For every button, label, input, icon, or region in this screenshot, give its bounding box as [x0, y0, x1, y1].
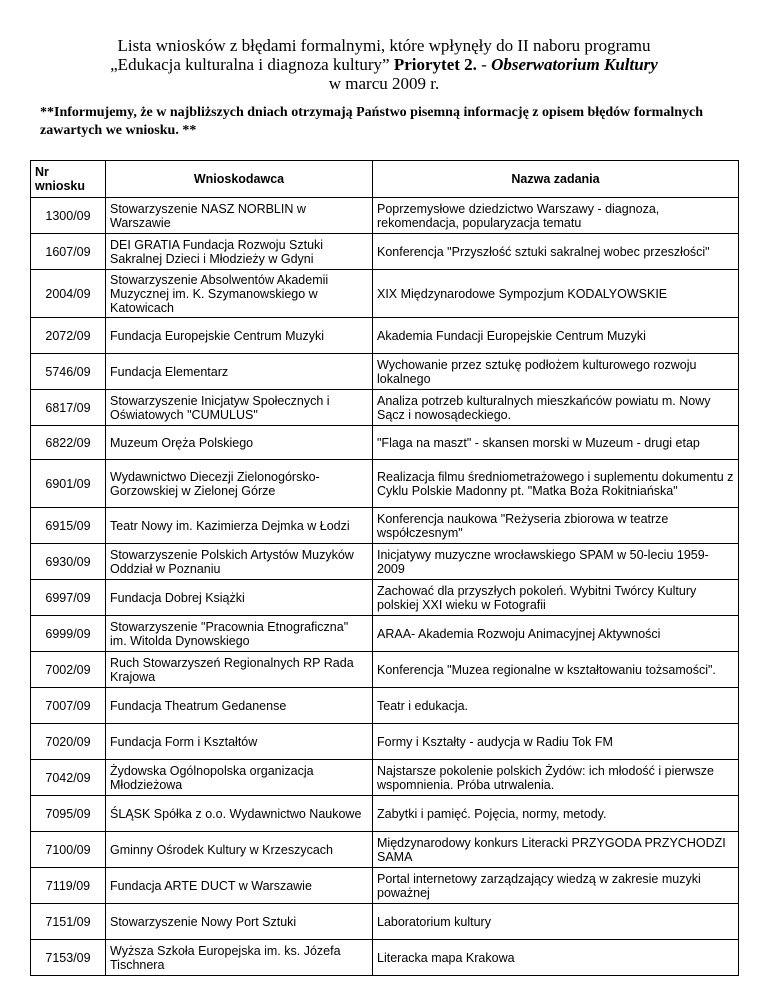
cell-applicant: Fundacja ARTE DUCT w Warszawie [106, 868, 373, 904]
priority-name: Obserwatorium Kultury [491, 55, 658, 74]
cell-task: Najstarsze pokolenie polskich Żydów: ich młodość i pierwsze wspomnienia. Próba utrwalenia. [373, 760, 739, 796]
cell-applicant: Fundacja Europejskie Centrum Muzyki [106, 318, 373, 354]
priority-label: Priorytet 2. [393, 55, 477, 74]
table-row [31, 616, 739, 652]
cell-applicant: Teatr Nowy im. Kazimierza Dejmka w Łodzi [106, 508, 373, 544]
table-row [31, 426, 739, 460]
cell-nr: 6901/09 [31, 460, 106, 508]
cell-task: Konferencja "Muzea regionalne w kształtowaniu tożsamości". [373, 652, 739, 688]
table-row [31, 652, 739, 688]
cell-task: Wychowanie przez sztukę podłożem kulturowego rozwoju lokalnego [373, 354, 739, 390]
table-row [31, 544, 739, 580]
cell-nr: 2004/09 [31, 270, 106, 318]
table-row [31, 724, 739, 760]
cell-applicant: Fundacja Elementarz [106, 354, 373, 390]
document-title [0, 36, 768, 93]
cell-applicant: Stowarzyszenie Inicjatyw Społecznych i Oświatowych "CUMULUS" [106, 390, 373, 426]
table-row [31, 904, 739, 940]
cell-task: Portal internetowy zarządzający wiedzą w zakresie muzyki poważnej [373, 868, 739, 904]
cell-nr: 7151/09 [31, 904, 106, 940]
column-header-nr: Nr wniosku [31, 161, 106, 198]
cell-nr: 6822/09 [31, 426, 106, 460]
title-line-1: Lista wniosków z błędami formalnymi, które wpłynęły do II naboru programu [117, 36, 651, 55]
cell-task: Analiza potrzeb kulturalnych mieszkańców powiatu m. Nowy Sącz i nowosądeckiego. [373, 390, 739, 426]
table-row [31, 760, 739, 796]
cell-nr: 7100/09 [31, 832, 106, 868]
cell-task: Zabytki i pamięć. Pojęcia, normy, metody. [373, 796, 739, 832]
cell-task: Akademia Fundacji Europejskie Centrum Muzyki [373, 318, 739, 354]
table-row [31, 796, 739, 832]
cell-applicant: Wydawnictwo Diecezji Zielonogórsko-Gorzowskiej w Zielonej Górze [106, 460, 373, 508]
table-row [31, 940, 739, 976]
cell-applicant: Gminny Ośrodek Kultury w Krzeszycach [106, 832, 373, 868]
cell-nr: 6930/09 [31, 544, 106, 580]
cell-applicant: Stowarzyszenie Polskich Artystów Muzyków Oddział w Poznaniu [106, 544, 373, 580]
cell-nr: 7002/09 [31, 652, 106, 688]
table-body [31, 198, 739, 976]
cell-nr: 6915/09 [31, 508, 106, 544]
cell-applicant: Żydowska Ogólnopolska organizacja Młodzieżowa [106, 760, 373, 796]
cell-applicant: Fundacja Dobrej Książki [106, 580, 373, 616]
cell-applicant: DEI GRATIA Fundacja Rozwoju Sztuki Sakralnej Dzieci i Młodzieży w Gdyni [106, 234, 373, 270]
column-header-task: Nazwa zadania [373, 161, 739, 198]
table-row [31, 234, 739, 270]
cell-applicant: Stowarzyszenie "Pracownia Etnograficzna" im. Witolda Dynowskiego [106, 616, 373, 652]
cell-nr: 5746/09 [31, 354, 106, 390]
program-name: „Edukacja kulturalna i diagnoza kultury” [110, 55, 394, 74]
cell-task: XIX Międzynarodowe Sympozjum KODALYOWSKIE [373, 270, 739, 318]
cell-nr: 6817/09 [31, 390, 106, 426]
table-row [31, 390, 739, 426]
table-row [31, 688, 739, 724]
cell-nr: 6997/09 [31, 580, 106, 616]
cell-applicant: Stowarzyszenie Nowy Port Sztuki [106, 904, 373, 940]
cell-nr: 7007/09 [31, 688, 106, 724]
cell-task: Międzynarodowy konkurs Literacki PRZYGODA PRZYCHODZI SAMA [373, 832, 739, 868]
table-row [31, 868, 739, 904]
cell-nr: 1300/09 [31, 198, 106, 234]
table-row [31, 318, 739, 354]
table-row [31, 198, 739, 234]
cell-applicant: Wyższa Szkoła Europejska im. ks. Józefa Tischnera [106, 940, 373, 976]
cell-task: Literacka mapa Krakowa [373, 940, 739, 976]
cell-task: ARAA- Akademia Rozwoju Animacyjnej Aktywności [373, 616, 739, 652]
cell-task: Konferencja "Przyszłość sztuki sakralnej wobec przeszłości" [373, 234, 739, 270]
cell-task: Poprzemysłowe dziedzictwo Warszawy - diagnoza, rekomendacja, popularyzacja tematu [373, 198, 739, 234]
cell-task: Realizacja filmu średniometrażowego i suplementu dokumentu z Cyklu Polskie Madonny pt. "Matka Boża Rokitniańska" [373, 460, 739, 508]
table-row [31, 580, 739, 616]
cell-nr: 7095/09 [31, 796, 106, 832]
cell-nr: 6999/09 [31, 616, 106, 652]
table-header-row [31, 161, 739, 198]
cell-applicant: ŚLĄSK Spółka z o.o. Wydawnictwo Naukowe [106, 796, 373, 832]
cell-applicant: Stowarzyszenie Absolwentów Akademii Muzycznej im. K. Szymanowskiego w Katowicach [106, 270, 373, 318]
table-row [31, 832, 739, 868]
cell-nr: 7153/09 [31, 940, 106, 976]
cell-nr: 2072/09 [31, 318, 106, 354]
cell-task: Konferencja naukowa "Reżyseria zbiorowa w teatrze współczesnym" [373, 508, 739, 544]
title-line-3: w marcu 2009 r. [328, 74, 440, 93]
cell-applicant: Ruch Stowarzyszeń Regionalnych RP Rada Krajowa [106, 652, 373, 688]
cell-nr: 7042/09 [31, 760, 106, 796]
cell-task: "Flaga na maszt" - skansen morski w Muzeum - drugi etap [373, 426, 739, 460]
title-separator: - [476, 55, 492, 74]
table-row [31, 508, 739, 544]
applications-table [30, 160, 739, 976]
cell-task: Inicjatywy muzyczne wrocławskiego SPAM w 50-leciu 1959-2009 [373, 544, 739, 580]
cell-task: Teatr i edukacja. [373, 688, 739, 724]
cell-task: Laboratorium kultury [373, 904, 739, 940]
cell-applicant: Fundacja Theatrum Gedanense [106, 688, 373, 724]
cell-applicant: Fundacja Form i Kształtów [106, 724, 373, 760]
cell-task: Formy i Kształty - audycja w Radiu Tok FM [373, 724, 739, 760]
cell-nr: 7020/09 [31, 724, 106, 760]
table-row [31, 354, 739, 390]
cell-applicant: Muzeum Oręża Polskiego [106, 426, 373, 460]
title-line-2 [0, 55, 768, 74]
column-header-applicant: Wnioskodawca [106, 161, 373, 198]
notice-text: **Informujemy, że w najbliższych dniach otrzymają Państwo pisemną informację z opisem błędów formalnych zawartych we wniosku. ** [40, 105, 703, 138]
cell-nr: 7119/09 [31, 868, 106, 904]
table-row [31, 460, 739, 508]
table-row [31, 270, 739, 318]
cell-applicant: Stowarzyszenie NASZ NORBLIN w Warszawie [106, 198, 373, 234]
cell-nr: 1607/09 [31, 234, 106, 270]
cell-task: Zachować dla przyszłych pokoleń. Wybitni Twórcy Kultury polskiej XXI wieku w Fotografii [373, 580, 739, 616]
